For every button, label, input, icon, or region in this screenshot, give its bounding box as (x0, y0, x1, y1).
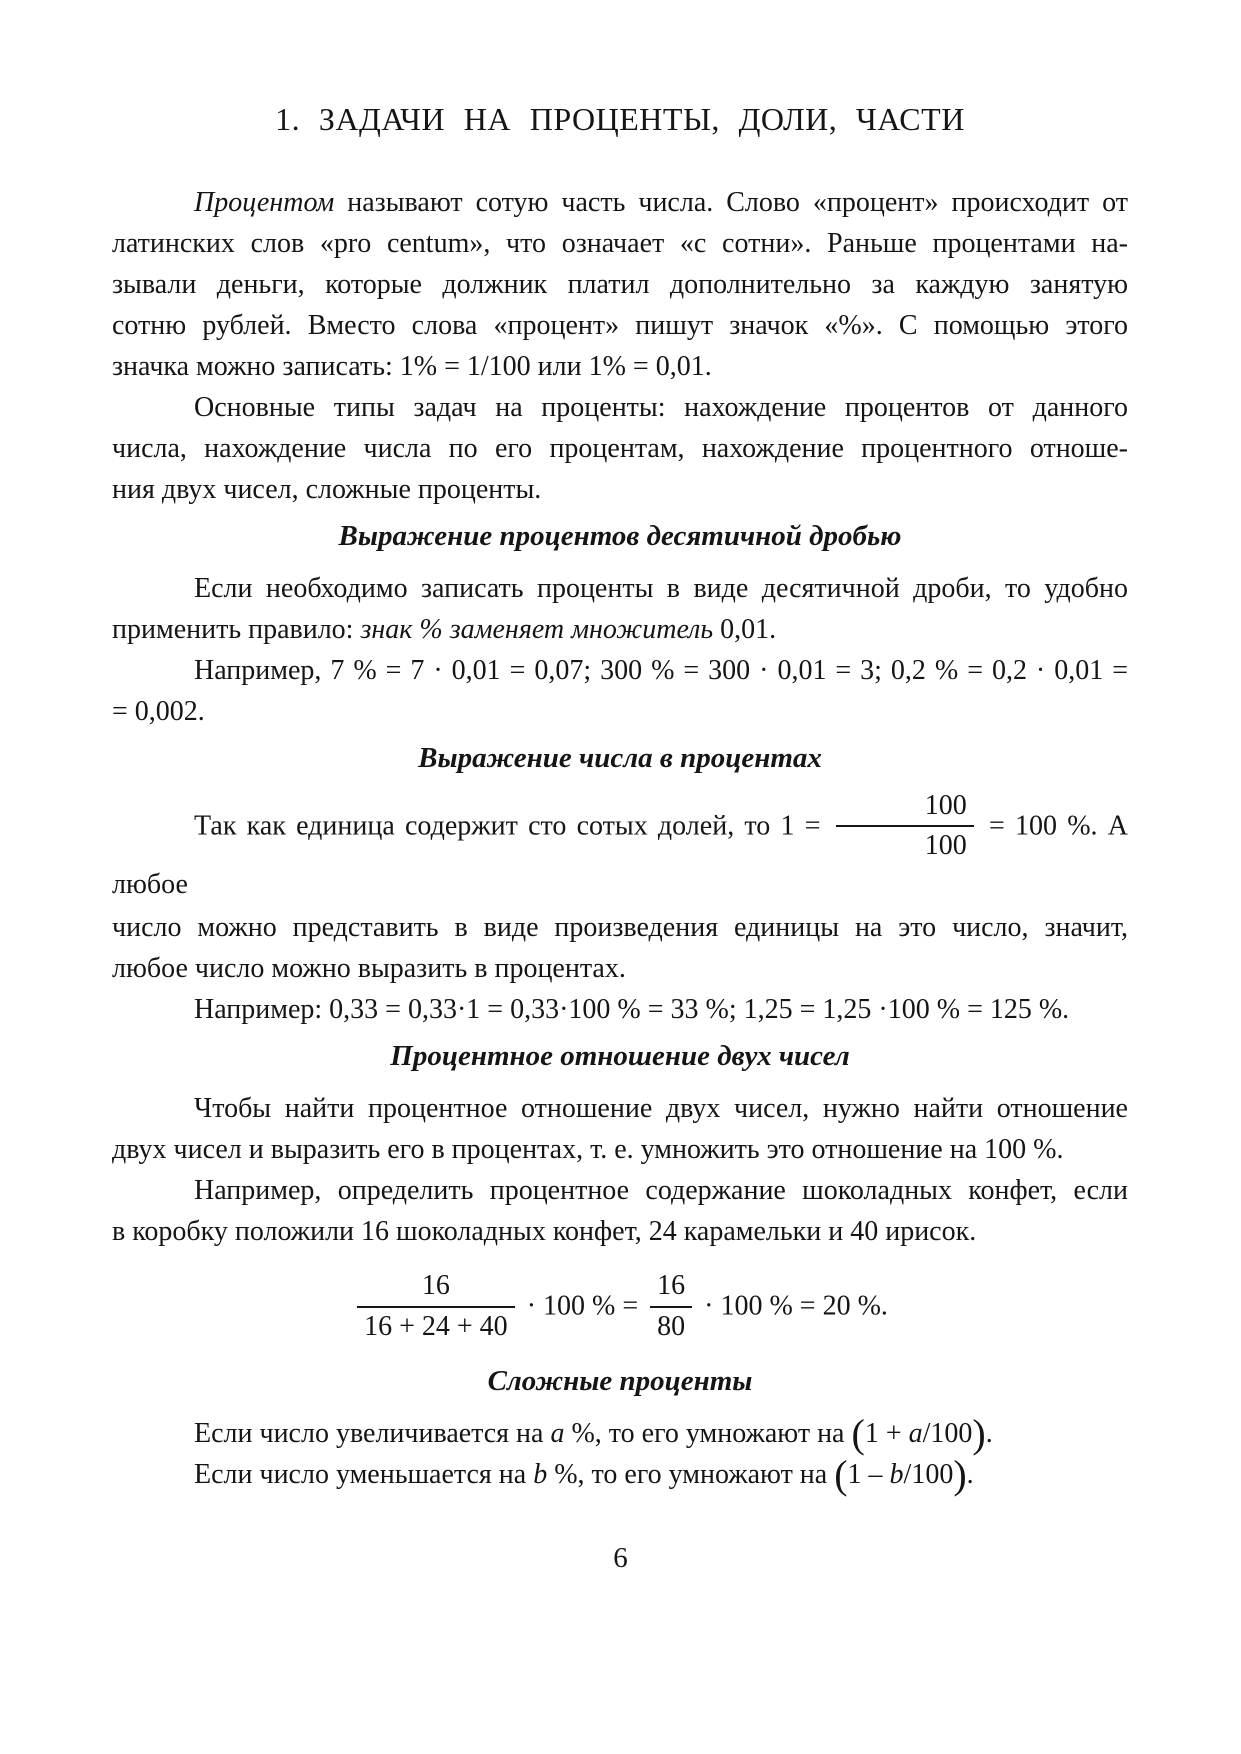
big-paren: ) (972, 1410, 986, 1456)
text-run: 1 + (864, 1417, 909, 1449)
text-line (112, 182, 1128, 223)
fraction-numerator: 100 (836, 790, 974, 827)
text-run: двух чисел и выразить его в процентах, т. е. умножить это отношение на 100 %. (112, 1134, 1064, 1166)
text-run: 1 – (847, 1458, 890, 1490)
text-run: %, то его умножают на (547, 1458, 835, 1490)
paragraph (112, 1451, 1128, 1497)
text-line (112, 568, 1128, 609)
text-line (112, 1170, 1128, 1211)
text-run: = 100 %. А любое (112, 810, 1128, 901)
display-formula (112, 1272, 1128, 1344)
fraction-denominator: 100 (924, 830, 967, 862)
text-run: . (985, 1417, 993, 1449)
text-run: Если число уменьшается на (194, 1458, 534, 1490)
paragraph (112, 790, 1128, 989)
text-run: /100 (922, 1417, 973, 1449)
text-line (112, 790, 1128, 907)
text-run: число можно представить в виде произведения единицы на это число, значит, (112, 912, 1128, 944)
content (112, 96, 1128, 1495)
subsection-heading: Выражение процентов десятичной дробью (338, 520, 902, 552)
text-line (112, 223, 1128, 264)
fraction-denominator: 80 (657, 1310, 686, 1342)
text-run: = 0,002. (112, 696, 205, 727)
italic-run: a (550, 1417, 565, 1449)
text-run: числа, нахождение числа по его процентам, нахождение процентного отноше- (112, 433, 1128, 464)
text-line (112, 387, 1128, 428)
text-run: Например: 0,33 = 0,33·1 = 0,33·100 % = 33 %; 1,25 = 1,25 ·100 % = 125 %. (194, 994, 1070, 1026)
text-run: Если число увеличивается на (194, 1417, 551, 1449)
text-run: любое число можно выразить в процентах. (112, 953, 626, 985)
italic-run: a (908, 1417, 923, 1449)
fraction (836, 790, 974, 862)
page-title: 1. ЗАДАЧИ НА ПРОЦЕНТЫ, ДОЛИ, ЧАСТИ (275, 101, 965, 137)
text-run: /100 (903, 1458, 954, 1490)
paragraph (112, 568, 1128, 650)
text-run: Например, определить процентное содержание шоколадных конфет, если (194, 1175, 1128, 1207)
text-run: Так как единица содержит сто сотых долей, то 1 = (194, 810, 831, 842)
fraction (357, 1270, 515, 1342)
text-run: 0,01. (713, 614, 777, 645)
text-line (112, 650, 1128, 691)
text-line (112, 469, 1128, 510)
paragraph (112, 1170, 1128, 1252)
text-line (112, 609, 1128, 650)
big-paren: ( (834, 1451, 848, 1497)
text-line (112, 1451, 1128, 1497)
italic-run: Процентом (194, 187, 335, 218)
text-line (112, 907, 1128, 948)
text-line (112, 346, 1128, 387)
text-run: Например, 7 % = 7 · 0,01 = 0,07; 300 % = 300 · 0,01 = 3; 0,2 % = 0,2 · 0,01 = (194, 655, 1128, 686)
subsection-heading: Выражение числа в процентах (418, 742, 822, 774)
subsection-heading: Сложные проценты (487, 1364, 753, 1397)
text-run: ния двух чисел, сложные проценты. (112, 474, 542, 505)
italic-run: знак % заменяет множитель (360, 614, 714, 645)
text-line (112, 989, 1128, 1030)
text-run: называют сотую часть числа. Слово «процент» происходит от (334, 187, 1128, 218)
text-run: в коробку положили 16 шоколадных конфет, 24 карамельки и 40 ирисок. (112, 1216, 977, 1248)
text-line (112, 264, 1128, 305)
fraction-denominator: 16 + 24 + 40 (364, 1310, 508, 1342)
text-run: · 100 % = (519, 1290, 646, 1322)
page-number: 6 (613, 1542, 628, 1574)
paragraph (112, 989, 1128, 1030)
text-run: значка можно записать: 1% = 1/100 или 1% = 0,01. (112, 351, 712, 382)
text-run: Если необходимо записать проценты в виде десятичной дроби, то удобно (194, 573, 1128, 604)
text-line (112, 948, 1128, 989)
fraction-numerator: 16 (357, 1270, 515, 1307)
text-line (112, 428, 1128, 469)
italic-run: b (533, 1458, 548, 1490)
text-line (112, 305, 1128, 346)
text-line (112, 1129, 1128, 1170)
text-line (112, 1211, 1128, 1252)
subsection-heading: Процентное отношение двух чисел (390, 1040, 850, 1073)
big-paren: ) (953, 1451, 967, 1497)
text-run: сотню рублей. Вместо слова «процент» пишут значок «%». С помощью этого (112, 310, 1128, 341)
text-run: %, то его умножают на (564, 1417, 852, 1449)
text-run: Чтобы найти процентное отношение двух чисел, нужно найти отношение (194, 1093, 1128, 1125)
text-run: латинских слов «pro centum», что означает «с сотни». Раньше процентами на- (112, 228, 1128, 259)
paragraph (112, 182, 1128, 387)
text-line (112, 1410, 1128, 1456)
fraction-numerator: 16 (650, 1270, 692, 1307)
text-run: Основные типы задач на проценты: нахождение процентов от данного (194, 392, 1128, 423)
paragraph (112, 1410, 1128, 1456)
paragraph (112, 650, 1128, 732)
paragraph (112, 1088, 1128, 1170)
paragraph (112, 387, 1128, 510)
text-run: применить правило: (112, 614, 361, 645)
text-run: . (966, 1458, 974, 1490)
text-line (112, 691, 1128, 732)
text-run: · 100 % = 20 %. (697, 1290, 888, 1322)
big-paren: ( (851, 1410, 865, 1456)
italic-run: b (889, 1458, 904, 1490)
text-line (112, 1088, 1128, 1129)
fraction (650, 1270, 692, 1342)
text-run: зывали деньги, которые должник платил дополнительно за каждую занятую (112, 269, 1128, 300)
